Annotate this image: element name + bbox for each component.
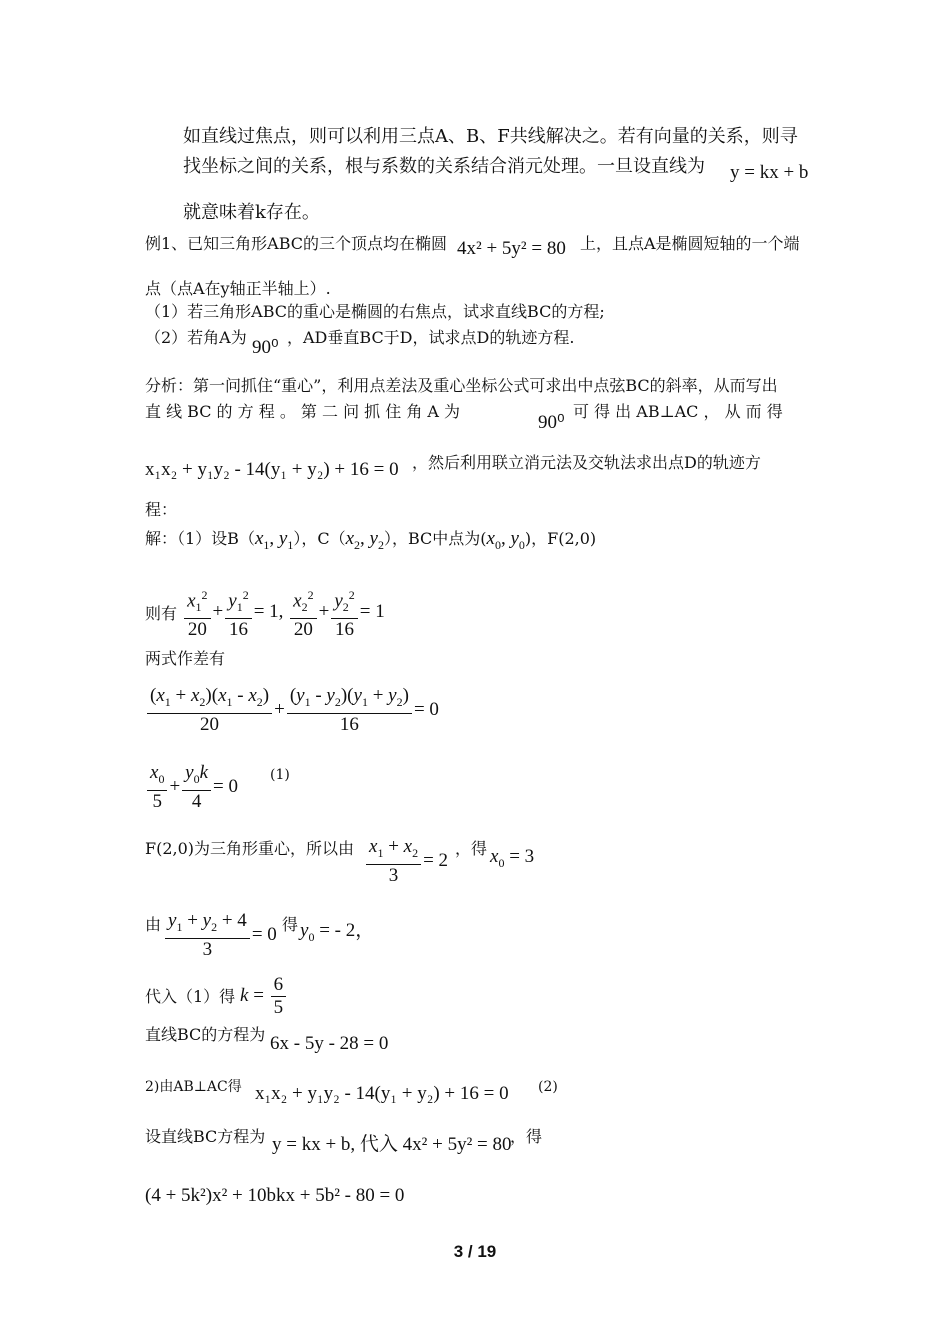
bc-equation-label: 直线BC的方程为 <box>145 1025 266 1044</box>
bc-equation: 6x - 5y - 28 = 0 <box>270 1033 389 1054</box>
substitute-line: 代入（1）得 <box>145 987 236 1006</box>
set-line-label: 设直线BC方程为 <box>145 1127 266 1146</box>
line-substitution: y = kx + b, 代入 4x² + 5y² = 80 <box>272 1134 512 1155</box>
angle-90-a: 90⁰ <box>252 337 279 358</box>
centroid-line-a: F(2,0)为三角形重心，所以由 <box>145 839 355 858</box>
page-number: 3 / 19 <box>453 1242 497 1261</box>
perpendicular-condition: x₁x₂ + y₁y₂ - 14(y₁ + y₂) + 16 = 0 <box>145 459 399 480</box>
equation-tag-1: (1) <box>270 767 290 783</box>
example-line-1a: 例1、已知三角形ABC的三个顶点均在椭圆 <box>145 234 448 253</box>
analysis-line-3b: ，然后利用联立消元法及交轨法求出点D的轨迹方 <box>412 453 761 472</box>
centroid-y-line-a: 由 <box>145 915 162 934</box>
ellipse-equation: 4x² + 5y² = 80 <box>457 238 566 259</box>
solution-line-1: 解：（1）设$B(x_1$, $y_1$），$C(x_2$, $y_2$），BC中点为($x_0$, $y_0$)，F(2,0) <box>145 528 597 552</box>
part-2-line: 2)由AB⊥AC得 <box>145 1079 242 1095</box>
part-2-condition: x₁x₂ + y₁y₂ - 14(y₁ + y₂) + 16 = 0 <box>255 1083 509 1104</box>
example-line-1b: 上，且点A是椭圆短轴的一个端 <box>580 234 800 253</box>
example-line-2: 点（点A在y轴正半轴上）. <box>145 279 331 298</box>
question-2a: （2）若角A为 <box>145 328 247 347</box>
slope-relation: $\frac{x_0}{5}$ + $\frac{y_0k}{4}$ = 0 <box>145 762 238 813</box>
subtract-label: 两式作差有 <box>145 649 226 668</box>
intro-line-2: 找坐标之间的关系，根与系数的关系结合消元处理。一旦设直线为 <box>183 156 705 177</box>
centroid-y-line-b: 得 <box>282 915 299 934</box>
analysis-line-1: 分析：第一问抓住“重心”，利用点差法及重心坐标公式可求出中点弦BC的斜率，从而写出 <box>145 376 778 395</box>
set-line-tail: ，得 <box>510 1127 543 1146</box>
analysis-line-4: 程： <box>145 500 178 519</box>
y0-result: $y_0$ = - 2， <box>300 920 375 944</box>
equation-tag-2: (2) <box>538 1079 558 1095</box>
intro-line-3: 就意味着k存在。 <box>183 202 320 223</box>
line-equation: y = kx + b <box>730 162 809 183</box>
midpoint-coords: $x_0$, $y_0$ <box>486 528 525 552</box>
x0-result: $x_0 = 3$ <box>490 846 535 870</box>
ellipse-points-equations: 则有 $\frac{x_1^2}{20}$ + $\frac{y_1^2}{16}$ = 1, $\frac{x_2^2}{20}$ + $\frac{y_2^2}{16}$ = 1 <box>145 584 385 641</box>
intro-line-1: 如直线过焦点，则可以利用三点A、B、F共线解决之。若有向量的关系，则寻 <box>183 126 798 147</box>
analysis-line-2b: 可 得 出 AB⊥AC ， 从 而 得 <box>573 402 783 421</box>
analysis-line-2a: 直 线 BC 的 方 程 。 第 二 问 抓 住 角 A 为 <box>145 402 461 421</box>
point-b-coords: $x_1$, $y_1$ <box>254 528 294 552</box>
question-2b: ，AD垂直BC于D，试求点D的轨迹方程. <box>287 328 575 347</box>
difference-equation: $\frac{(x_1 + x_2)(x_1 - x_2)}{20}$ + $\frac{(y_1 - y_2)(y_1 + y_2)}{16}$ = 0 <box>145 685 439 736</box>
question-1: （1）若三角形ABC的重心是椭圆的右焦点，试求直线BC的方程; <box>145 302 605 321</box>
centroid-y-equation: $\frac{y_1 + y_2 + 4}{3}$ = 0 <box>163 910 277 961</box>
quadratic-equation: (4 + 5k²)x² + 10bkx + 5b² - 80 = 0 <box>145 1185 405 1206</box>
centroid-x-equation: $\frac{x_1 + x_2}{3}$ = 2 <box>364 836 448 887</box>
point-c-coords: $x_2$, $y_2$ <box>345 528 384 552</box>
angle-90-b: 90⁰ <box>538 412 565 433</box>
slope-result: k = $\frac{6}{5}$ <box>240 974 288 1019</box>
centroid-line-b: ，得 <box>455 839 488 858</box>
